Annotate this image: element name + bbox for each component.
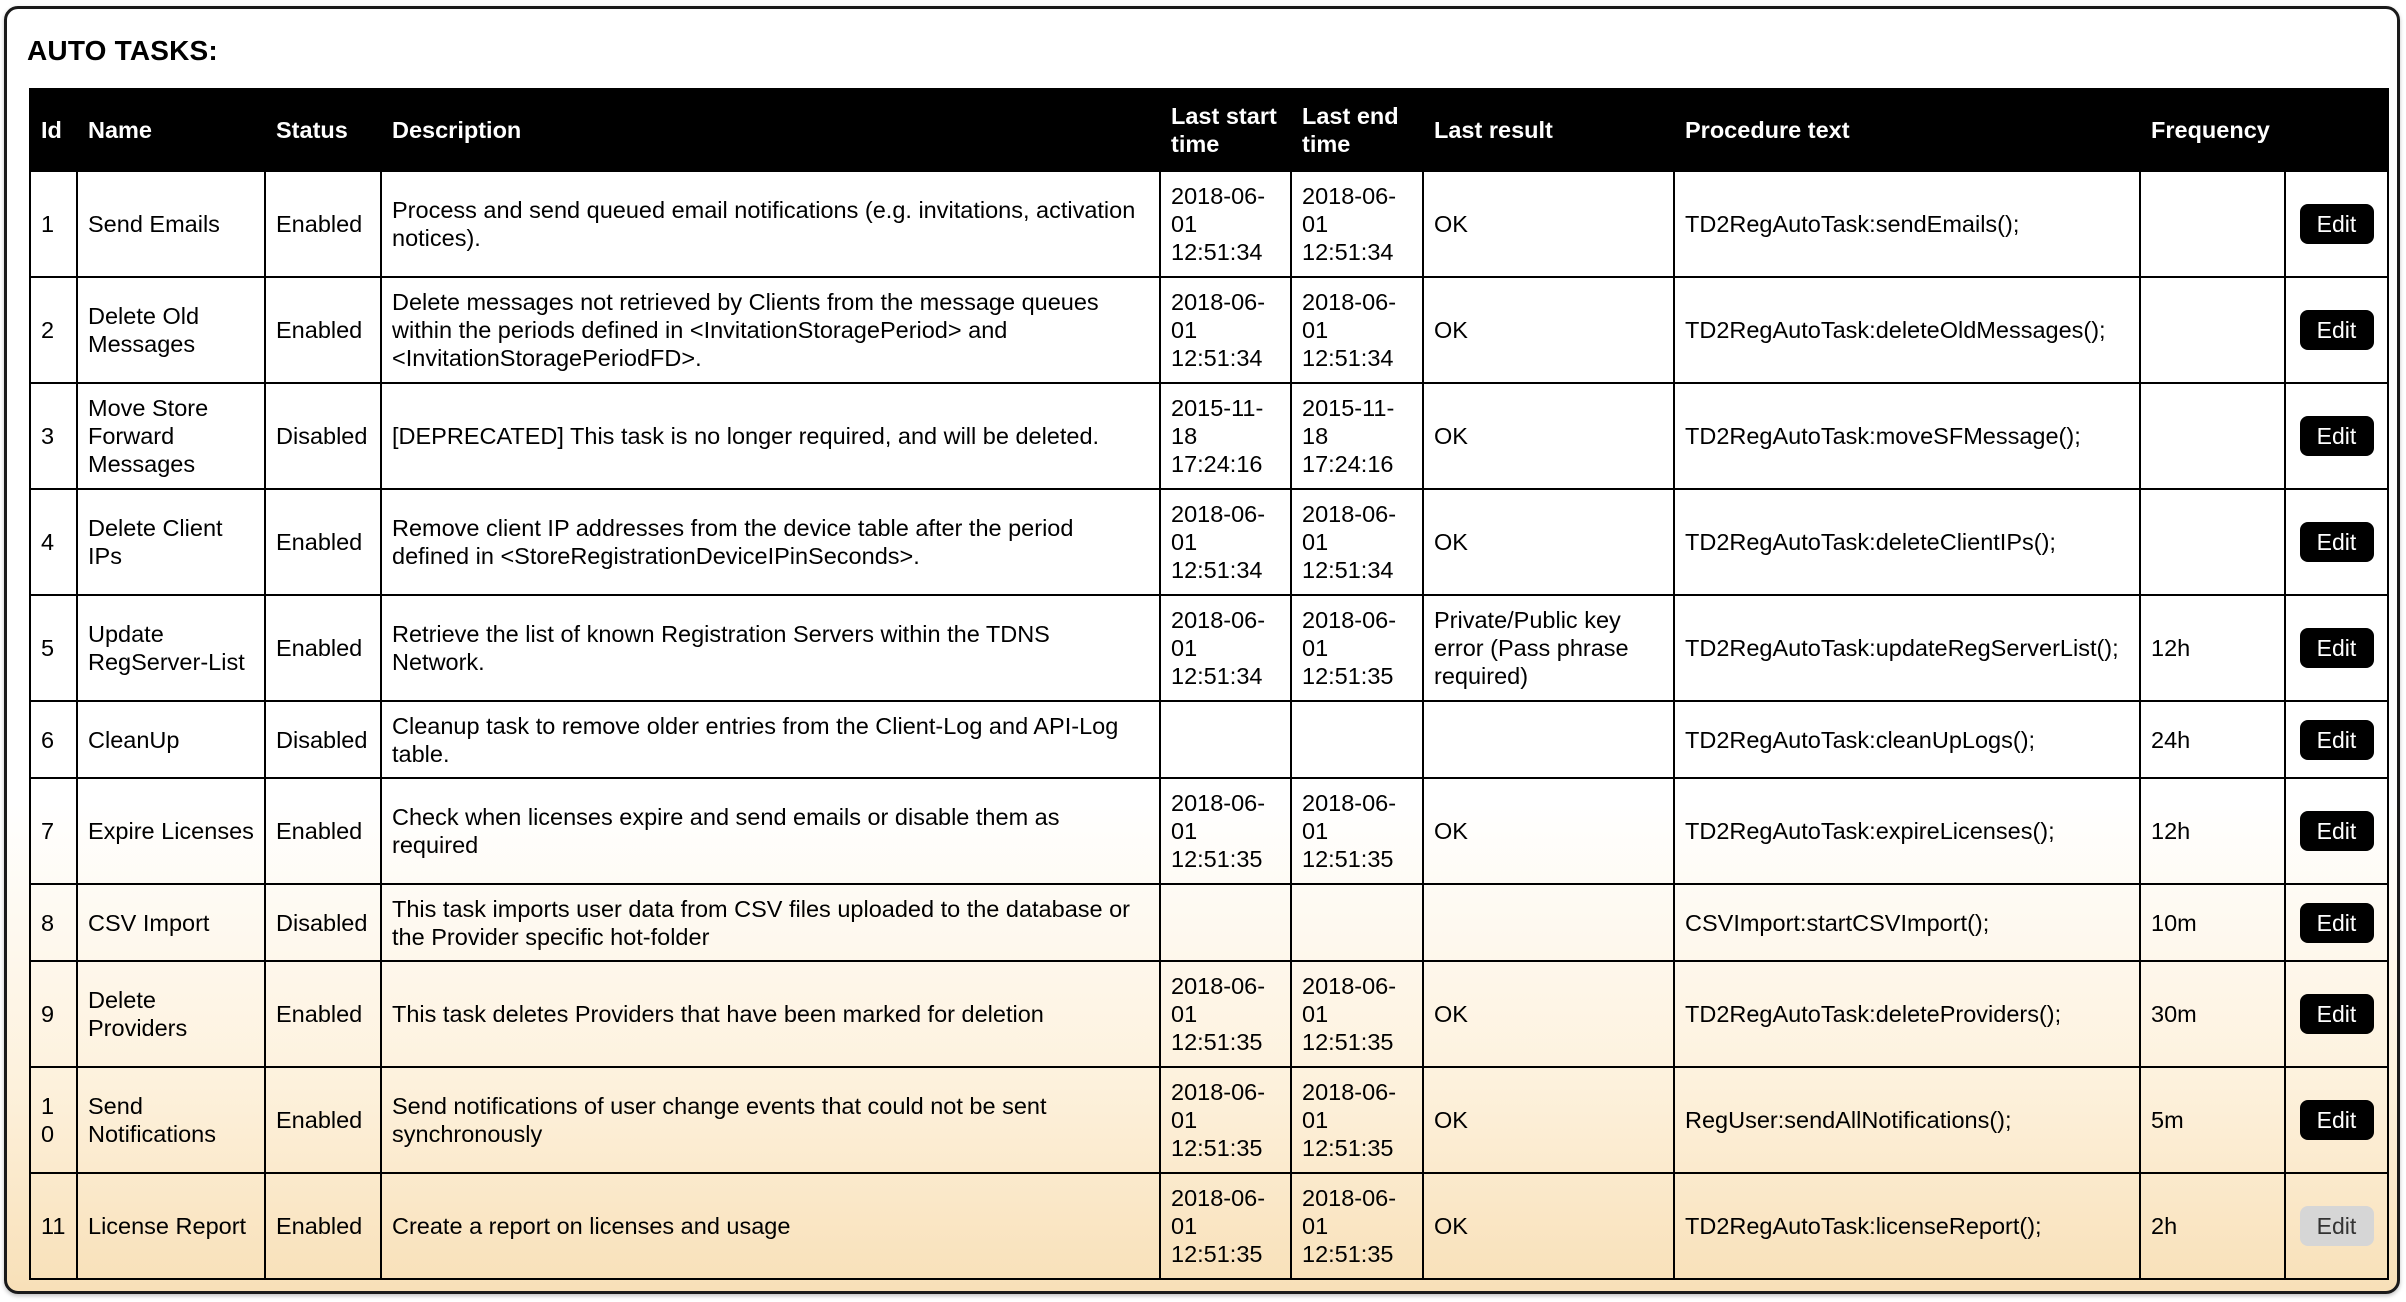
task-frequency xyxy=(2140,489,2285,595)
edit-button[interactable]: Edit xyxy=(2300,310,2374,350)
task-procedure-text: TD2RegAutoTask:sendEmails(); xyxy=(1674,171,2140,277)
header-last-end-time: Last end time xyxy=(1291,89,1423,171)
edit-button[interactable]: Edit xyxy=(2300,1206,2374,1246)
header-last-start-time: Last start time xyxy=(1160,89,1291,171)
task-last-end-time xyxy=(1291,701,1423,778)
task-name: Update RegServer-List xyxy=(77,595,265,701)
task-procedure-text: TD2RegAutoTask:cleanUpLogs(); xyxy=(1674,701,2140,778)
task-procedure-text: TD2RegAutoTask:deleteProviders(); xyxy=(1674,961,2140,1067)
task-description: Retrieve the list of known Registration Servers within the TDNS Network. xyxy=(381,595,1160,701)
task-last-start-time: 2018-06-01 12:51:34 xyxy=(1160,171,1291,277)
task-procedure-text: TD2RegAutoTask:updateRegServerList(); xyxy=(1674,595,2140,701)
task-name: Send Notifications xyxy=(77,1067,265,1173)
task-frequency xyxy=(2140,383,2285,489)
task-procedure-text: TD2RegAutoTask:moveSFMessage(); xyxy=(1674,383,2140,489)
task-name: Delete Providers xyxy=(77,961,265,1067)
task-description: [DEPRECATED] This task is no longer required, and will be deleted. xyxy=(381,383,1160,489)
task-actions xyxy=(2285,701,2388,778)
task-procedure-text: TD2RegAutoTask:licenseReport(); xyxy=(1674,1173,2140,1279)
task-last-end-time: 2018-06-01 12:51:34 xyxy=(1291,171,1423,277)
table-row xyxy=(30,595,2388,701)
task-actions xyxy=(2285,1067,2388,1173)
task-status: Disabled xyxy=(265,701,381,778)
task-name: Delete Client IPs xyxy=(77,489,265,595)
task-name: License Report xyxy=(77,1173,265,1279)
edit-button[interactable]: Edit xyxy=(2300,416,2374,456)
task-last-start-time: 2018-06-01 12:51:34 xyxy=(1160,489,1291,595)
task-frequency: 2h xyxy=(2140,1173,2285,1279)
task-last-start-time: 2015-11-18 17:24:16 xyxy=(1160,383,1291,489)
task-description: Process and send queued email notifications (e.g. invitations, activation notices). xyxy=(381,171,1160,277)
task-id: 6 xyxy=(30,701,77,778)
edit-button[interactable]: Edit xyxy=(2300,811,2374,851)
task-id: 5 xyxy=(30,595,77,701)
task-last-start-time: 2018-06-01 12:51:35 xyxy=(1160,1067,1291,1173)
task-description: Check when licenses expire and send emails or disable them as required xyxy=(381,778,1160,884)
header-description: Description xyxy=(381,89,1160,171)
task-frequency: 12h xyxy=(2140,778,2285,884)
task-actions xyxy=(2285,595,2388,701)
task-last-end-time xyxy=(1291,884,1423,961)
task-last-result: OK xyxy=(1423,383,1674,489)
task-last-result: OK xyxy=(1423,961,1674,1067)
table-row xyxy=(30,884,2388,961)
header-procedure-text: Procedure text xyxy=(1674,89,2140,171)
task-last-start-time: 2018-06-01 12:51:34 xyxy=(1160,595,1291,701)
task-id: 8 xyxy=(30,884,77,961)
task-status: Enabled xyxy=(265,595,381,701)
task-last-result: OK xyxy=(1423,277,1674,383)
task-last-end-time: 2018-06-01 12:51:35 xyxy=(1291,778,1423,884)
task-actions xyxy=(2285,1173,2388,1279)
task-procedure-text: RegUser:sendAllNotifications(); xyxy=(1674,1067,2140,1173)
task-frequency xyxy=(2140,277,2285,383)
table-row xyxy=(30,701,2388,778)
task-name: Send Emails xyxy=(77,171,265,277)
task-procedure-text: TD2RegAutoTask:deleteClientIPs(); xyxy=(1674,489,2140,595)
task-id: 1 xyxy=(30,171,77,277)
table-row xyxy=(30,1067,2388,1173)
task-actions xyxy=(2285,961,2388,1067)
task-last-end-time: 2015-11-18 17:24:16 xyxy=(1291,383,1423,489)
task-id: 3 xyxy=(30,383,77,489)
task-actions xyxy=(2285,884,2388,961)
task-name: Move Store Forward Messages xyxy=(77,383,265,489)
edit-button[interactable]: Edit xyxy=(2300,628,2374,668)
task-status: Enabled xyxy=(265,277,381,383)
task-last-start-time: 2018-06-01 12:51:35 xyxy=(1160,961,1291,1067)
edit-button[interactable]: Edit xyxy=(2300,720,2374,760)
edit-button[interactable]: Edit xyxy=(2300,903,2374,943)
task-id: 10 xyxy=(30,1067,77,1173)
task-last-end-time: 2018-06-01 12:51:35 xyxy=(1291,1173,1423,1279)
edit-button[interactable]: Edit xyxy=(2300,994,2374,1034)
task-status: Enabled xyxy=(265,961,381,1067)
task-last-result xyxy=(1423,884,1674,961)
table-row xyxy=(30,1173,2388,1279)
task-actions xyxy=(2285,778,2388,884)
task-frequency xyxy=(2140,171,2285,277)
header-id: Id xyxy=(30,89,77,171)
task-id: 4 xyxy=(30,489,77,595)
task-last-result: OK xyxy=(1423,489,1674,595)
task-last-start-time: 2018-06-01 12:51:35 xyxy=(1160,1173,1291,1279)
task-status: Enabled xyxy=(265,1067,381,1173)
task-description: Delete messages not retrieved by Clients from the message queues within the periods defined in <InvitationStoragePeriod> and <InvitationStoragePeriodFD>. xyxy=(381,277,1160,383)
task-last-end-time: 2018-06-01 12:51:35 xyxy=(1291,595,1423,701)
task-actions xyxy=(2285,277,2388,383)
edit-button[interactable]: Edit xyxy=(2300,204,2374,244)
table-row xyxy=(30,961,2388,1067)
task-last-result: OK xyxy=(1423,171,1674,277)
task-id: 7 xyxy=(30,778,77,884)
task-description: This task imports user data from CSV files uploaded to the database or the Provider specific hot-folder xyxy=(381,884,1160,961)
table-row xyxy=(30,171,2388,277)
page-title: AUTO TASKS: xyxy=(27,35,218,66)
task-actions xyxy=(2285,383,2388,489)
task-status: Enabled xyxy=(265,489,381,595)
table-header-row xyxy=(30,89,2388,171)
task-status: Disabled xyxy=(265,383,381,489)
task-procedure-text: TD2RegAutoTask:expireLicenses(); xyxy=(1674,778,2140,884)
auto-tasks-panel xyxy=(4,6,2400,1294)
task-procedure-text: TD2RegAutoTask:deleteOldMessages(); xyxy=(1674,277,2140,383)
task-frequency: 10m xyxy=(2140,884,2285,961)
header-frequency: Frequency xyxy=(2140,89,2285,171)
header-last-result: Last result xyxy=(1423,89,1674,171)
task-status: Enabled xyxy=(265,171,381,277)
table-body xyxy=(30,171,2388,1279)
task-description: This task deletes Providers that have been marked for deletion xyxy=(381,961,1160,1067)
table-row xyxy=(30,383,2388,489)
task-last-result: OK xyxy=(1423,1173,1674,1279)
task-id: 11 xyxy=(30,1173,77,1279)
task-last-start-time xyxy=(1160,884,1291,961)
task-id: 9 xyxy=(30,961,77,1067)
edit-button[interactable]: Edit xyxy=(2300,1100,2374,1140)
task-last-end-time: 2018-06-01 12:51:34 xyxy=(1291,489,1423,595)
task-last-result: Private/Public key error (Pass phrase required) xyxy=(1423,595,1674,701)
table-row xyxy=(30,489,2388,595)
task-status: Enabled xyxy=(265,1173,381,1279)
task-id: 2 xyxy=(30,277,77,383)
task-name: Delete Old Messages xyxy=(77,277,265,383)
task-description: Create a report on licenses and usage xyxy=(381,1173,1160,1279)
task-last-result: OK xyxy=(1423,1067,1674,1173)
task-description: Remove client IP addresses from the device table after the period defined in <StoreRegistrationDeviceIPinSeconds>. xyxy=(381,489,1160,595)
table-row xyxy=(30,277,2388,383)
task-last-start-time: 2018-06-01 12:51:35 xyxy=(1160,778,1291,884)
task-last-start-time: 2018-06-01 12:51:34 xyxy=(1160,277,1291,383)
header-name: Name xyxy=(77,89,265,171)
task-frequency: 30m xyxy=(2140,961,2285,1067)
task-last-end-time: 2018-06-01 12:51:35 xyxy=(1291,961,1423,1067)
task-frequency: 5m xyxy=(2140,1067,2285,1173)
task-actions xyxy=(2285,171,2388,277)
task-actions xyxy=(2285,489,2388,595)
header-status: Status xyxy=(265,89,381,171)
task-last-result: OK xyxy=(1423,778,1674,884)
task-last-end-time: 2018-06-01 12:51:34 xyxy=(1291,277,1423,383)
task-description: Cleanup task to remove older entries from the Client-Log and API-Log table. xyxy=(381,701,1160,778)
task-status: Enabled xyxy=(265,778,381,884)
header-actions xyxy=(2285,89,2388,171)
auto-tasks-table xyxy=(29,88,2389,1280)
task-name: CleanUp xyxy=(77,701,265,778)
task-last-end-time: 2018-06-01 12:51:35 xyxy=(1291,1067,1423,1173)
task-description: Send notifications of user change events that could not be sent synchronously xyxy=(381,1067,1160,1173)
task-name: Expire Licenses xyxy=(77,778,265,884)
task-name: CSV Import xyxy=(77,884,265,961)
edit-button[interactable]: Edit xyxy=(2300,522,2374,562)
task-last-start-time xyxy=(1160,701,1291,778)
task-frequency: 12h xyxy=(2140,595,2285,701)
table-row xyxy=(30,778,2388,884)
task-frequency: 24h xyxy=(2140,701,2285,778)
task-status: Disabled xyxy=(265,884,381,961)
task-procedure-text: CSVImport:startCSVImport(); xyxy=(1674,884,2140,961)
task-last-result xyxy=(1423,701,1674,778)
